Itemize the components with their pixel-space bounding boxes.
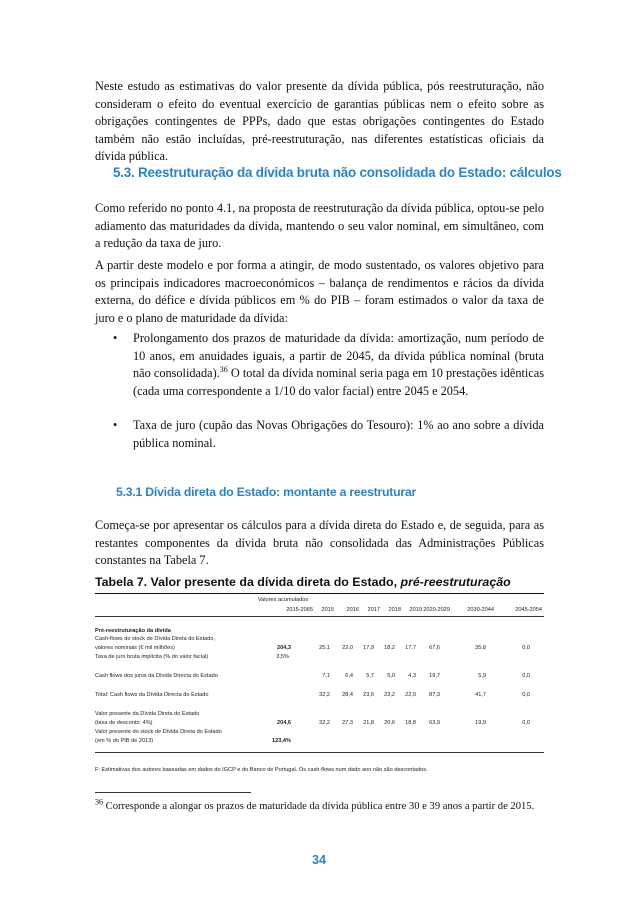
table-cell: 3,5% — [276, 654, 289, 660]
table-cell: 19,7 — [429, 673, 440, 679]
table-header-accumulated: Valores acumulados — [257, 597, 309, 603]
table-cell: 0,0 — [522, 720, 530, 726]
table-cell: 22,0 — [342, 645, 353, 651]
table-cell: 17,7 — [405, 645, 416, 651]
table-col-header: 2015 — [321, 607, 334, 613]
table-cell: 204,6 — [277, 720, 291, 726]
paragraph-intro: Neste estudo as estimativas do valor presente da dívida pública, pós reestruturação, não consideram o efeito do eventual exercício de garantias públicas nem o efeito sobre as obrigações contingentes de PPPs, dado que estas obrigações contingentes do Estado também não estão incluídas, pré-reestruturação, nas diferentes estatísticas oficiais da dívida pública. — [95, 79, 544, 164]
table-cell: 17,9 — [363, 645, 374, 651]
table-top-rule — [95, 593, 544, 594]
table-source-note: F: Estimativas dos autores baseadas em dados do IGCP e do Banco de Portugal. Os cash-flows num dado ano não são descontados. — [95, 767, 428, 773]
table-cell: 0,0 — [522, 673, 530, 679]
table-cell: 0,0 — [522, 645, 530, 651]
table-row-label: (em % do PIB de 2013) — [95, 738, 154, 744]
table-row-label: Total: Cash flows da Dívida Directa do Estado — [95, 692, 209, 698]
table-cell: 87,3 — [429, 692, 440, 698]
section-heading-5-3-1: 5.3.1 Dívida direta do Estado: montante a reestruturar — [116, 485, 417, 499]
table-header-rule — [95, 616, 544, 617]
table-bottom-rule — [95, 752, 544, 753]
bullet-text-interest: Taxa de juro (cupão das Novas Obrigações do Tesouro): 1% ao ano sobre a dívida pública nominal. — [133, 418, 544, 450]
table-row-label: Valor presente da Dívida Direta do Estado — [95, 711, 200, 717]
paragraph-restructuring-proposal: Como referido no ponto 4.1, na proposta de reestruturação da dívida pública, optou-se pelo adiamento das maturidades da dívida, mantendo o seu valor nominal, em simultâneo, com a redução da taxa de juro. — [95, 201, 544, 251]
table-cell: 18,2 — [384, 645, 395, 651]
table-cell: 32,2 — [319, 720, 330, 726]
bullet-item-maturity — [113, 330, 544, 400]
table-cell: 25,1 — [319, 645, 330, 651]
page-number: 34 — [311, 853, 326, 867]
table-cell: 123,4% — [272, 738, 291, 744]
table-cell: 32,2 — [319, 692, 330, 698]
section-heading-5-3: 5.3. Reestruturação da dívida bruta não consolidada do Estado: cálculos — [113, 165, 562, 180]
table-col-header: 2017 — [367, 607, 380, 613]
footnote-text: Corresponde a alongar os prazos de maturidade da dívida pública entre 30 e 39 anos a partir de 2015. — [103, 801, 535, 812]
table-row-label: Taxa de juro bruta implícita (% do valor facial) — [95, 654, 209, 660]
table-title-text: Tabela 7. Valor presente da dívida direta do Estado, — [95, 575, 401, 589]
table-cell: 5,0 — [387, 673, 395, 679]
table-col-header: 2020-2029 — [423, 607, 450, 613]
table-cell: 27,3 — [342, 720, 353, 726]
table-cell: 6,4 — [345, 673, 353, 679]
footnote — [95, 799, 544, 815]
table-cell: 20,6 — [384, 720, 395, 726]
table-cell: 5,9 — [478, 673, 486, 679]
table-col-header: 2030-2044 — [467, 607, 494, 613]
bullet-list — [113, 330, 544, 453]
paragraph-model-objectives: A partir deste modelo e por forma a atingir, de modo sustentado, os valores objetivo para os principais indicadores macroeconómicos – balança de rendimentos e rácios da dívida externa, do défice e dívida públicos em % do PIB – foram estimados o valor da taxa de juro e o plano de maturidade da dívida: — [95, 258, 544, 325]
table-col-header: 2018 — [388, 607, 401, 613]
table-cell: 63,9 — [429, 720, 440, 726]
table-row-label: Valor presente do stock de Dívida Direta do Estado — [95, 729, 222, 735]
table-row-label: Cash-flows do stock de Dívida Direta do Estado, — [95, 636, 216, 642]
table-cell: 18,8 — [405, 720, 416, 726]
table-cell: 23,2 — [384, 692, 395, 698]
footnote-separator — [95, 792, 251, 793]
table-col-header: 2045-2054 — [515, 607, 542, 613]
table-cell: 28,4 — [342, 692, 353, 698]
bullet-text-maturity-part1: Prolongamento dos prazos de maturidade da dívida: amortização, num período de 10 anos, em anuidades iguais, a partir de 2045, da dívida pública nominal (bruta não consolidada). — [133, 331, 544, 381]
table-cell: 4,3 — [408, 673, 416, 679]
table-row-label: Cash flows dos juros da Dívida Directa do Estado — [95, 673, 218, 679]
table-title-italic: pré-reestruturação — [400, 575, 511, 589]
bullet-item-interest — [113, 417, 544, 452]
footnote-number: 36 — [95, 797, 103, 807]
footnote-ref-36[interactable]: 36 — [219, 365, 228, 375]
table-cell: 67,6 — [429, 645, 440, 651]
bullet-icon: • — [113, 418, 118, 433]
table-cell: 22,0 — [405, 692, 416, 698]
table-cell: 5,7 — [366, 673, 374, 679]
table-cell: 41,7 — [475, 692, 486, 698]
bullet-text-maturity-part2: O total da dívida nominal seria paga em 10 prestações idênticas (cada uma correspondente a 1/10 do valor facial) entre 2045 e 2054. — [133, 366, 545, 398]
table-title — [95, 575, 544, 589]
table-cell: 0,0 — [522, 692, 530, 698]
table-cell: 204,3 — [277, 645, 291, 651]
bullet-icon: • — [113, 331, 118, 345]
table-row-label: valores nominais (€ mil milhões) — [95, 645, 175, 651]
table-cell: 19,9 — [475, 720, 486, 726]
table-row-label: (taxa de desconto: 4%) — [95, 720, 153, 726]
table-section-title: Pré-reestruturação da dívida — [95, 628, 171, 634]
table-col-header: 2019 — [409, 607, 422, 613]
paragraph-calculations-intro: Começa-se por apresentar os cálculos para a dívida direta do Estado e, de seguida, para as restantes componentes da dívida bruta não consolidada das Administrações Públicas constantes na Tabela 7. — [95, 518, 544, 568]
table-cell: 21,8 — [363, 720, 374, 726]
table-col-header: 2016 — [346, 607, 359, 613]
table-col-header: 2015-2065 — [286, 607, 313, 613]
table-cell: 23,6 — [363, 692, 374, 698]
table-cell: 35,8 — [475, 645, 486, 651]
table-cell: 7,1 — [322, 673, 330, 679]
